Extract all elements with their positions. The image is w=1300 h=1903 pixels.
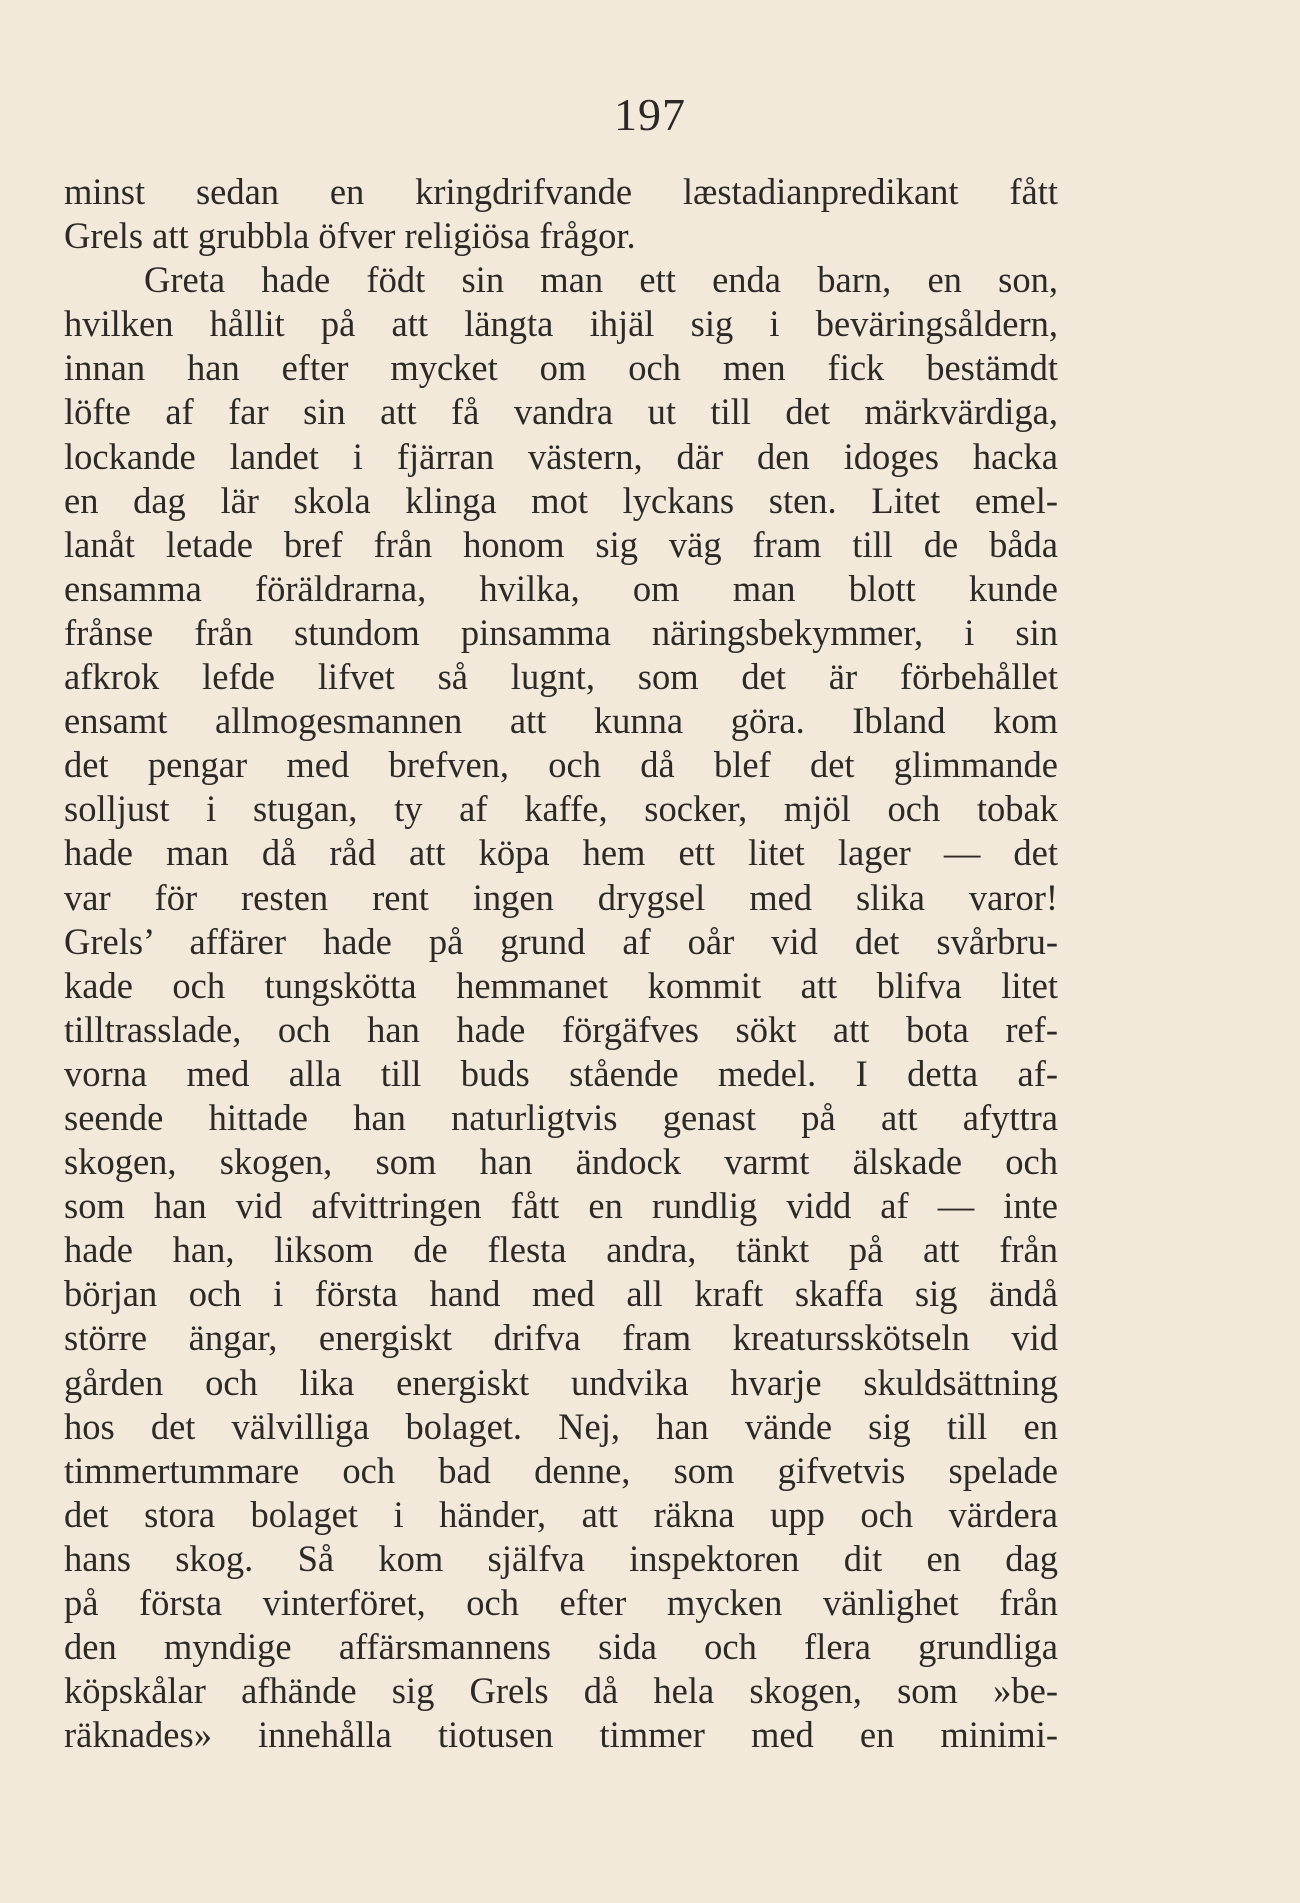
text-line: ensamma föräldrarna, hvilka, om man blott kunde <box>64 567 1058 609</box>
text-line: seende hittade han naturligtvis genast på att afyttra <box>64 1096 1058 1138</box>
text-line: på första vinterföret, och efter mycken vänlighet från <box>64 1582 1058 1623</box>
text-line: var för resten rent ingen drygsel med slika varor! <box>64 876 1058 918</box>
text-line: den myndige affärsmannens sida och flera grundliga <box>64 1626 1058 1668</box>
text-line: vorna med alla till buds stående medel. I detta af- <box>64 1052 1058 1094</box>
text-line: hans skog. Så kom själfva inspektoren dit en dag <box>64 1537 1058 1579</box>
text-line: kade och tungskötta hemmanet kommit att blifva litet <box>64 964 1058 1006</box>
text-line: lockande landet i fjärran västern, där den idoges hacka <box>64 435 1058 477</box>
text-line: hade man då råd att köpa hem ett litet lager — det <box>64 832 1058 874</box>
text-line: frånse från stundom pinsamma näringsbekymmer, i sin <box>64 611 1058 653</box>
text-line: solljust i stugan, ty af kaffe, socker, mjöl och tobak <box>64 788 1058 830</box>
text-line: köpskålar afhände sig Grels då hela skogen, som »be- <box>64 1670 1058 1712</box>
body-text <box>64 170 1058 1757</box>
text-line: det pengar med brefven, och då blef det glimmande <box>64 744 1058 786</box>
text-line: det stora bolaget i händer, att räkna upp och värdera <box>64 1493 1058 1535</box>
text-line: räknades» innehålla tiotusen timmer med en minimi- <box>64 1714 1058 1756</box>
text-line: hade han, liksom de flesta andra, tänkt på att från <box>64 1229 1058 1271</box>
text-line: ensamt allmogesmannen att kunna göra. Ibland kom <box>64 700 1058 742</box>
text-line: afkrok lefde lifvet så lugnt, som det är förbehållet <box>64 656 1058 698</box>
text-line: timmertummare och bad denne, som gifvetvis spelade <box>64 1449 1058 1491</box>
text-line: Grels’ affärer hade på grund af oår vid det svårbru- <box>64 920 1058 962</box>
text-line: gården och lika energiskt undvika hvarje skuldsättning <box>64 1361 1058 1403</box>
text-line: tilltrasslade, och han hade förgäfves sökt att bota ref- <box>64 1008 1058 1050</box>
text-line: löfte af far sin att få vandra ut till det märkvärdiga, <box>64 391 1058 433</box>
text-line: innan han efter mycket om och men fick bestämdt <box>64 347 1058 389</box>
text-line: början och i första hand med all kraft skaffa sig ändå <box>64 1273 1058 1315</box>
text-line: som han vid afvittringen fått en rundlig vidd af — inte <box>64 1185 1058 1227</box>
text-line: Greta hade födt sin man ett enda barn, en son, <box>144 259 1058 301</box>
text-line: Grels att grubbla öfver religiösa frågor. <box>64 215 636 257</box>
text-line: hvilken hållit på att längta ihjäl sig i beväringsåldern, <box>64 303 1058 345</box>
text-line: skogen, skogen, som han ändock varmt älskade och <box>64 1141 1058 1183</box>
text-line: minst sedan en kringdrifvande læstadianpredikant fått <box>64 171 1058 212</box>
text-line: en dag lär skola klinga mot lyckans sten. Litet emel- <box>64 479 1058 521</box>
text-line: lanåt letade bref från honom sig väg fram till de båda <box>64 523 1058 565</box>
page-number: 197 <box>614 89 686 140</box>
text-line: större ängar, energiskt drifva fram kreatursskötseln vid <box>64 1317 1058 1359</box>
text-line: hos det välvilliga bolaget. Nej, han vände sig till en <box>64 1405 1058 1447</box>
